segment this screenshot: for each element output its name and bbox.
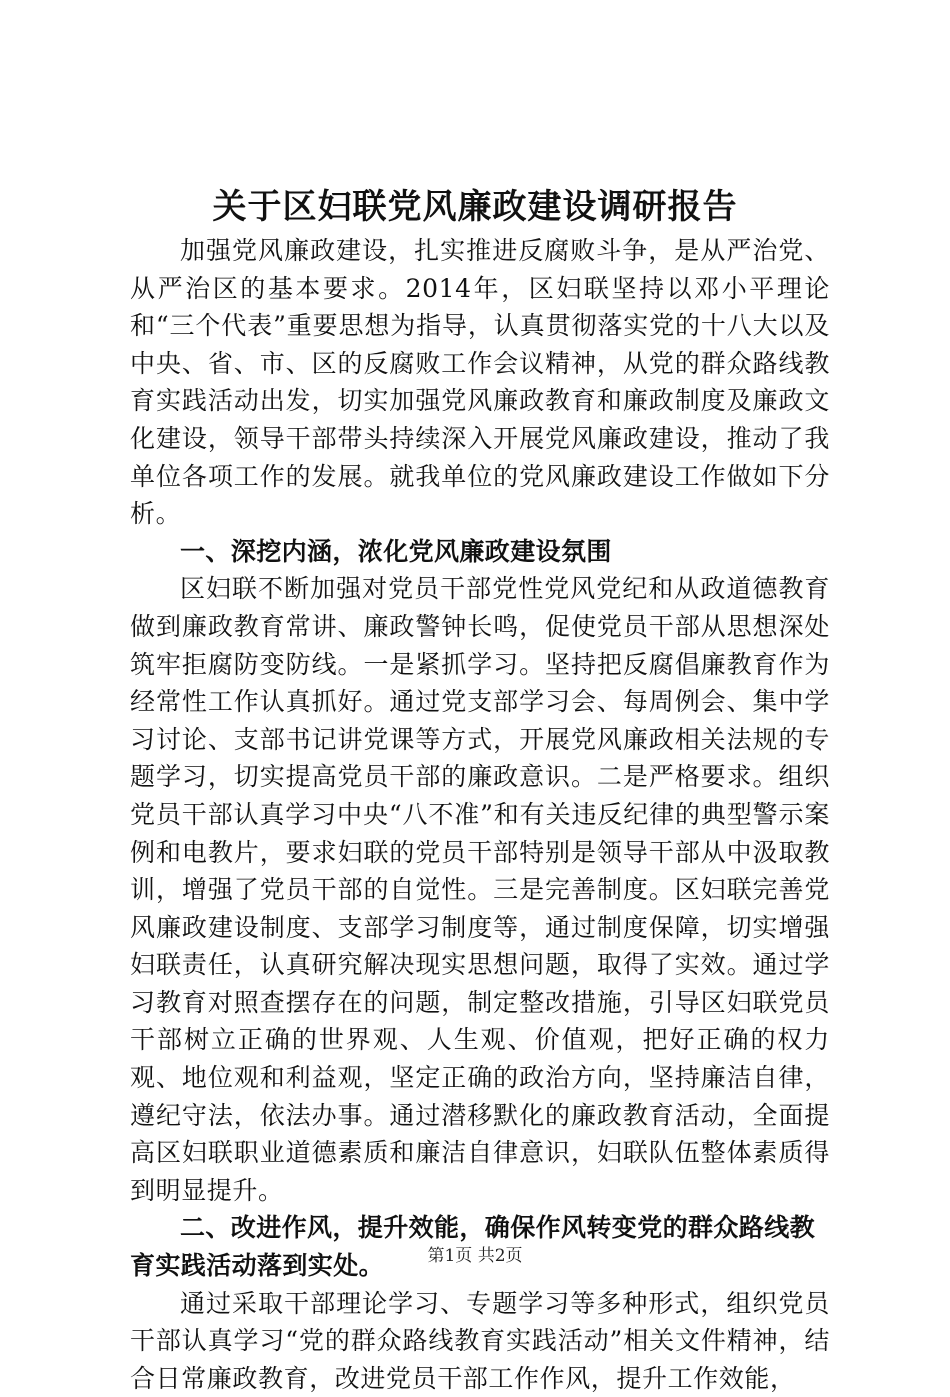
paragraph-section-2: 通过采取干部理论学习、专题学习等多种形式，组织党员干部认真学习“党的群众路线教育实践活动”相关文件精神，结合日常廉政教育，改进党员干部工作作风，提升工作效能， xyxy=(130,1288,830,1393)
section-heading-2: 二、改进作风，提升效能，确保作风转变党的群众路线教育实践活动落到实处。 xyxy=(130,1213,816,1281)
paragraph-section-1: 区妇联不断加强对党员干部党性党风党纪和从政道德教育做到廉政教育常讲、廉政警钟长鸣，促使党员干部从思想深处筑牢拒腐防变防线。一是紧抓学习。坚持把反腐倡廉教育作为经常性工作认真抓好。通过党支部学习会、每周例会、集中学习讨论、支部书记讲党课等方式，开展党风廉政相关法规的专题学习，切实提高党员干部的廉政意识。二是严格要求。组织党员干部认真学习中央“八不准”和有关违反纪律的典型警示案例和电教片，要求妇联的党员干部特别是领导干部从中汲取教训，增强了党员干部的自觉性。三是完善制度。区妇联完善党风廉政建设制度、支部学习制度等，通过制度保障，切实增强妇联责任，认真研究解决现实思想问题，取得了实效。通过学习教育对照查摆存在的问题，制定整改措施，引导区妇联党员干部树立正确的世界观、人生观、价值观，把好正确的权力观、地位观和利益观，坚定正确的政治方向，坚持廉洁自律，遵纪守法，依法办事。通过潜移默化的廉政教育活动，全面提高区妇联职业道德素质和廉洁自律意识，妇联队伍整体素质得到明显提升。 xyxy=(130,574,830,1205)
page-footer: 第1页 共2页 xyxy=(427,1246,523,1266)
paragraph-intro: 加强党风廉政建设，扎实推进反腐败斗争，是从严治党、从严治区的基本要求。2014年，区妇联坚持以邓小平理论和“三个代表”重要思想为指导，认真贯彻落实党的十八大以及中央、省、市、区的反腐败工作会议精神，从党的群众路线教育实践活动出发，切实加强党风廉政教育和廉政制度及廉政文化建设，领导干部带头持续深入开展党风廉政建设，推动了我单位各项工作的发展。就我单位的党风廉政建设工作做如下分析。 xyxy=(130,236,830,529)
document-title: 关于区妇联党风廉政建设调研报告 xyxy=(212,187,738,227)
document-body xyxy=(130,232,830,1397)
section-heading-1: 一、深挖内涵，浓化党风廉政建设氛围 xyxy=(180,536,612,566)
